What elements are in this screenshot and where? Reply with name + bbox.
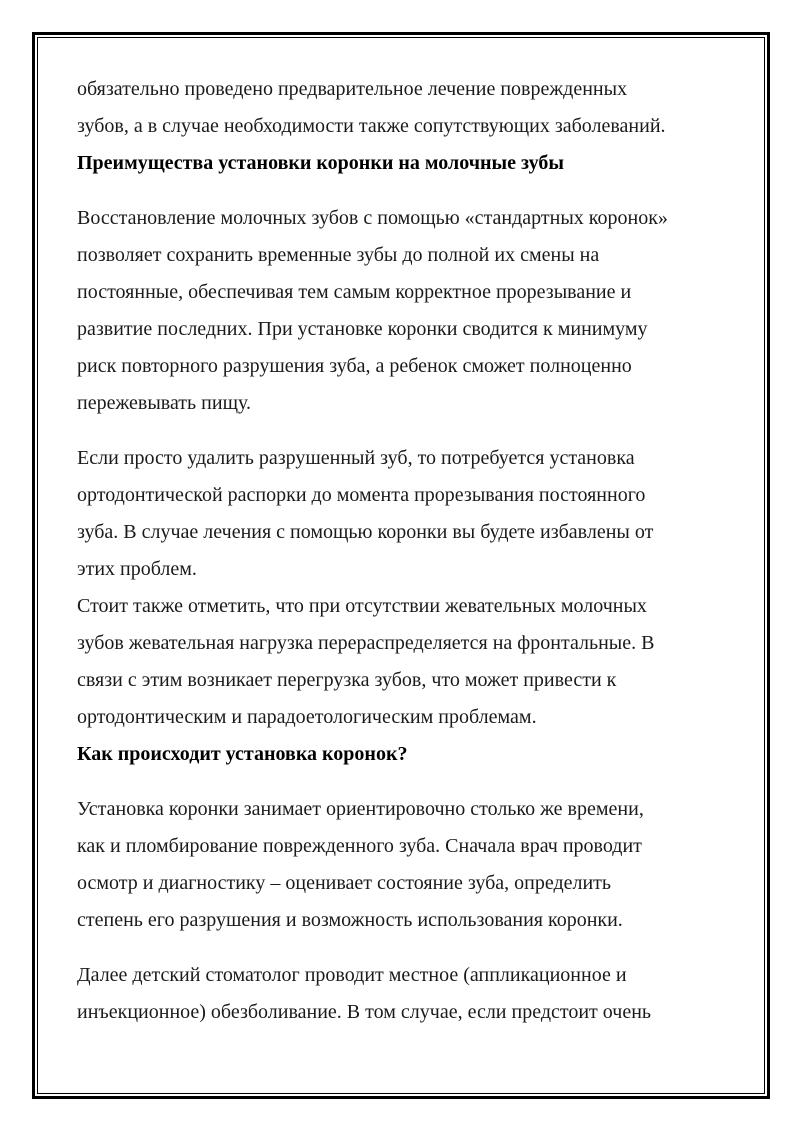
text-line: степень его разрушения и возможность использования коронки. xyxy=(77,909,623,931)
text-line: Установка коронки занимает ориентировочно столько же времени, xyxy=(77,798,644,820)
text-line: ортодонтическим и парадоетологическим проблемам. xyxy=(77,706,537,728)
text-line: зубов жевательная нагрузка перераспределяется на фронтальные. В xyxy=(77,632,655,654)
text-line: Восстановление молочных зубов с помощью «стандартных коронок» xyxy=(77,207,668,229)
paragraph-previous-treatment xyxy=(77,71,727,145)
text-line: связи с этим возникает перегрузка зубов, что может привести к xyxy=(77,669,617,691)
text-line: зубов, а в случае необходимости также сопутствующих заболеваний. xyxy=(77,115,666,137)
text-line: развитие последних. При установке коронки сводится к минимуму xyxy=(77,318,648,340)
text-line: обязательно проведено предварительное лечение поврежденных xyxy=(77,78,628,100)
text-line: осмотр и диагностику – оценивает состояние зуба, определить xyxy=(77,872,612,894)
text-line: инъекционное) обезболивание. В том случае, если предстоит очень xyxy=(77,1001,652,1023)
paragraph-restoration xyxy=(77,200,727,422)
text-line: пережевывать пищу. xyxy=(77,392,251,414)
text-line: Если просто удалить разрушенный зуб, то потребуется установка xyxy=(77,447,635,469)
text-line: постоянные, обеспечивая тем самым корректное прорезывание и xyxy=(77,281,632,303)
section-heading-advantages: Преимущества установки коронки на молочные зубы xyxy=(77,152,564,174)
section-heading-procedure: Как происходит установка коронок? xyxy=(77,743,408,765)
document-body xyxy=(77,71,727,1031)
text-line: риск повторного разрушения зуба, а ребенок сможет полноценно xyxy=(77,355,632,377)
text-line: позволяет сохранить временные зубы до полной их смены на xyxy=(77,244,600,266)
text-line: Далее детский стоматолог проводит местное (аппликационное и xyxy=(77,964,627,986)
paragraph-chewing-load xyxy=(77,588,727,736)
paragraph-anesthesia xyxy=(77,957,727,1031)
text-line: ортодонтической распорки до момента прорезывания постоянного xyxy=(77,484,646,506)
text-line: этих проблем. xyxy=(77,558,197,580)
paragraph-extraction xyxy=(77,440,727,588)
paragraph-installation-time xyxy=(77,791,727,939)
text-line: как и пломбирование поврежденного зуба. Сначала врач проводит xyxy=(77,835,642,857)
text-line: зуба. В случае лечения с помощью коронки вы будете избавлены от xyxy=(77,521,654,543)
text-line: Стоит также отметить, что при отсутствии жевательных молочных xyxy=(77,595,647,617)
